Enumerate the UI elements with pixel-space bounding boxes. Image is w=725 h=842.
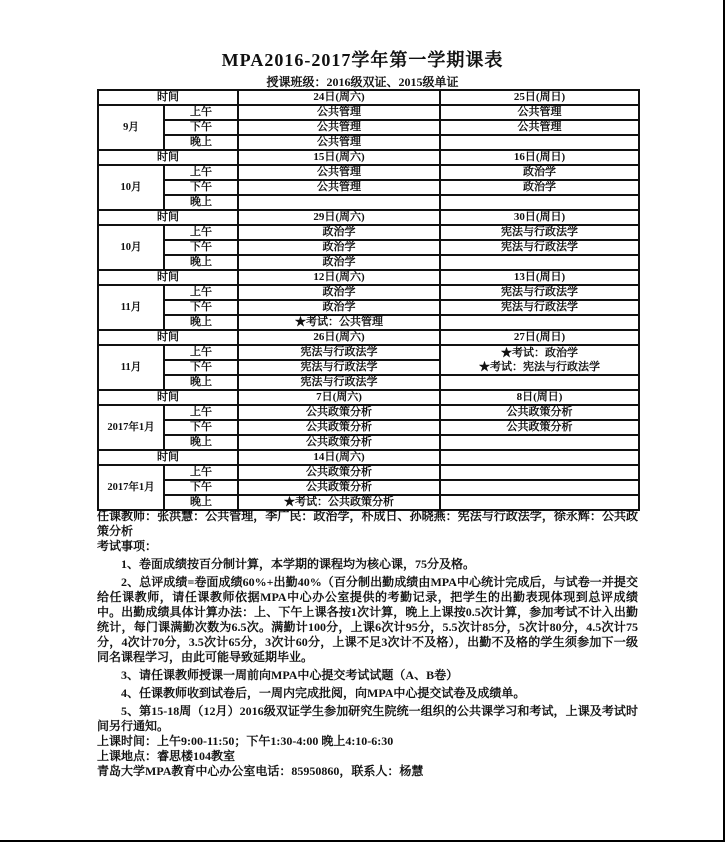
session-row: [98, 105, 639, 120]
date-header-sat: 15日(周六): [238, 150, 440, 165]
course-cell-sat: 公共政策分析: [238, 480, 440, 495]
course-cell-sat: [238, 195, 440, 210]
date-header-sun: 13日(周日): [440, 270, 639, 285]
exam-item-1: 1、卷面成绩按百分制计算，本学期的课程均为核心课，75分及格。: [121, 557, 476, 571]
session-row: [98, 195, 639, 210]
session-label-cell: 上午: [164, 405, 238, 420]
course-cell-sat: 宪法与行政法学: [238, 360, 440, 375]
schedule-table-body: [98, 90, 639, 510]
time-header-cell: 时间: [98, 270, 238, 285]
date-header-sat: 7日(周六): [238, 390, 440, 405]
session-label-cell: 上午: [164, 465, 238, 480]
session-row: [98, 300, 639, 315]
session-label-cell: 下午: [164, 360, 238, 375]
block-header-row: [98, 210, 639, 225]
month-cell: 9月: [98, 105, 164, 150]
block-header-row: [98, 390, 639, 405]
contact-line: 青岛大学MPA教育中心办公室电话：85950860，联系人：杨慧: [97, 764, 424, 778]
session-row: [98, 465, 639, 480]
time-header-cell: 时间: [98, 90, 238, 105]
course-cell-sun: 政治学: [440, 165, 639, 180]
course-cell-sun: 公共政策分析: [440, 405, 639, 420]
course-cell-sun: [440, 465, 639, 480]
course-cell-sun: 公共管理: [440, 120, 639, 135]
session-label-cell: 下午: [164, 180, 238, 195]
course-cell-sun: 宪法与行政法学: [440, 225, 639, 240]
session-label-cell: 下午: [164, 240, 238, 255]
session-row: [98, 315, 639, 330]
course-cell-sun: [440, 315, 639, 330]
session-label-cell: 晚上: [164, 435, 238, 450]
course-cell-sun: 公共管理: [440, 105, 639, 120]
date-header-sat: 26日(周六): [238, 330, 440, 345]
date-header-sun: 30日(周日): [440, 210, 639, 225]
date-header-sun: 8日(周日): [440, 390, 639, 405]
time-header-cell: 时间: [98, 330, 238, 345]
course-cell-sat: 政治学: [238, 225, 440, 240]
session-row: [98, 420, 639, 435]
session-label-cell: 下午: [164, 420, 238, 435]
session-label-cell: 晚上: [164, 375, 238, 390]
block-header-row: [98, 450, 639, 465]
month-cell: 10月: [98, 225, 164, 270]
course-cell-sat: 公共政策分析: [238, 405, 440, 420]
session-row: [98, 225, 639, 240]
course-cell-sun: [440, 135, 639, 150]
course-cell-sun: [440, 435, 639, 450]
session-label-cell: 上午: [164, 285, 238, 300]
session-row: [98, 240, 639, 255]
session-row: [98, 120, 639, 135]
session-label-cell: 晚上: [164, 315, 238, 330]
session-label-cell: 晚上: [164, 135, 238, 150]
session-label-cell: 上午: [164, 345, 238, 360]
month-cell: 10月: [98, 165, 164, 210]
session-label-cell: 晚上: [164, 255, 238, 270]
course-cell-sun: 宪法与行政法学: [440, 300, 639, 315]
exam-line: ★考试：宪法与行政法学: [479, 361, 600, 373]
month-cell: 2017年1月: [98, 405, 164, 450]
exam-item-3: 3、请任课教师授课一周前向MPA中心提交考试试题（A、B卷）: [121, 668, 459, 682]
course-cell-sat: 政治学: [238, 285, 440, 300]
time-header-cell: 时间: [98, 150, 238, 165]
course-cell-sat: 公共管理: [238, 120, 440, 135]
block-header-row: [98, 270, 639, 285]
block-header-row: [98, 330, 639, 345]
session-label-cell: 上午: [164, 165, 238, 180]
session-row: [98, 480, 639, 495]
course-cell-sat: ★考试：公共管理: [238, 315, 440, 330]
course-cell-sat: 公共政策分析: [238, 465, 440, 480]
teachers-line: 任课教师：张洪慧：公共管理，李广民：政治学，朴成日、孙晓燕：宪法与行政法学，徐永辉：公共政策分析: [97, 509, 638, 538]
page-title: MPA2016-2017学年第一学期课表: [221, 50, 504, 70]
schedule-table: [97, 89, 640, 511]
session-label-cell: 晚上: [164, 495, 238, 510]
date-header-sat: 29日(周六): [238, 210, 440, 225]
course-cell-sun: [440, 255, 639, 270]
course-cell-sun: [440, 495, 639, 510]
course-cell-sun: [440, 195, 639, 210]
session-row: [98, 345, 639, 360]
session-row: [98, 435, 639, 450]
exam-item-4: 4、任课教师收到试卷后，一周内完成批阅，向MPA中心提交试卷及成绩单。: [121, 686, 526, 700]
course-cell-sun: 公共政策分析: [440, 420, 639, 435]
course-cell-sat: 公共管理: [238, 105, 440, 120]
exam-merged-cell: [440, 345, 639, 375]
month-cell: 2017年1月: [98, 465, 164, 510]
session-row: [98, 405, 639, 420]
date-header-sat: 24日(周六): [238, 90, 440, 105]
session-row: [98, 255, 639, 270]
course-cell-sat: 政治学: [238, 255, 440, 270]
block-header-row: [98, 150, 639, 165]
course-cell-sat: 宪法与行政法学: [238, 375, 440, 390]
exam-line: ★考试：政治学: [501, 347, 578, 359]
course-cell-sat: 公共管理: [238, 135, 440, 150]
course-cell-sat: 公共管理: [238, 180, 440, 195]
block-header-row: [98, 90, 639, 105]
month-cell: 11月: [98, 285, 164, 330]
course-cell-sun: 宪法与行政法学: [440, 240, 639, 255]
course-cell-sat: 宪法与行政法学: [238, 345, 440, 360]
date-header-sun: 25日(周日): [440, 90, 639, 105]
session-label-cell: 晚上: [164, 195, 238, 210]
session-row: [98, 495, 639, 510]
date-header-sat: 12日(周六): [238, 270, 440, 285]
course-cell-sat: 公共政策分析: [238, 420, 440, 435]
course-cell-sun: 政治学: [440, 180, 639, 195]
session-row: [98, 180, 639, 195]
class-place-line: 上课地点：睿思楼104教室: [97, 749, 236, 763]
time-header-cell: 时间: [98, 450, 238, 465]
session-row: [98, 375, 639, 390]
notes-section: [97, 509, 638, 779]
course-cell-sun: [440, 375, 639, 390]
course-cell-sat: 公共政策分析: [238, 435, 440, 450]
session-label-cell: 上午: [164, 225, 238, 240]
time-header-cell: 时间: [98, 210, 238, 225]
session-row: [98, 165, 639, 180]
course-cell-sat: ★考试：公共政策分析: [238, 495, 440, 510]
course-cell-sat: 公共管理: [238, 165, 440, 180]
exam-item-2: 2、总评成绩=卷面成绩60%+出勤40%（百分制出勤成绩由MPA中心统计完成后，与试卷一并提交给任课教师，请任课教师依据MPA中心办公室提供的考勤记录，把学生的出勤表现体现到总评成绩中。出勤成绩具体计算办法：上、下午上课各按1次计算，晚上上课按0.5次计算，参加考试不计入出勤统计，每门课满勤次数为6.5次。满勤计100分，上课6次计95分，5.5次计85分，5次计80分，4.5次计75分，4次计70分，3.5次计65分，3次计60分，上课不足3次计不及格），出勤不及格的学生须参加下一级同名课程学习，由此可能导致延期毕业。: [97, 575, 638, 664]
date-header-sun: 16日(周日): [440, 150, 639, 165]
course-cell-sun: [440, 480, 639, 495]
session-label-cell: 下午: [164, 120, 238, 135]
course-cell-sun: 宪法与行政法学: [440, 285, 639, 300]
session-row: [98, 285, 639, 300]
date-header-sat: 14日(周六): [238, 450, 440, 465]
date-header-sun: [440, 450, 639, 465]
exam-heading: 考试事项：: [97, 539, 158, 553]
class-time-line: 上课时间：上午9:00-11:50；下午1:30-4:00 晚上4:10-6:30: [97, 734, 394, 748]
session-label-cell: 上午: [164, 105, 238, 120]
page-subtitle: 授课班级：2016级双证、2015级单证: [266, 75, 459, 89]
time-header-cell: 时间: [98, 390, 238, 405]
session-label-cell: 下午: [164, 480, 238, 495]
course-cell-sat: 政治学: [238, 240, 440, 255]
course-cell-sat: 政治学: [238, 300, 440, 315]
session-label-cell: 下午: [164, 300, 238, 315]
exam-item-5: 5、第15-18周（12月）2016级双证学生参加研究生院统一组织的公共课学习和考试，上课及考试时间另行通知。: [97, 704, 638, 733]
session-row: [98, 135, 639, 150]
month-cell: 11月: [98, 345, 164, 390]
date-header-sun: 27日(周日): [440, 330, 639, 345]
